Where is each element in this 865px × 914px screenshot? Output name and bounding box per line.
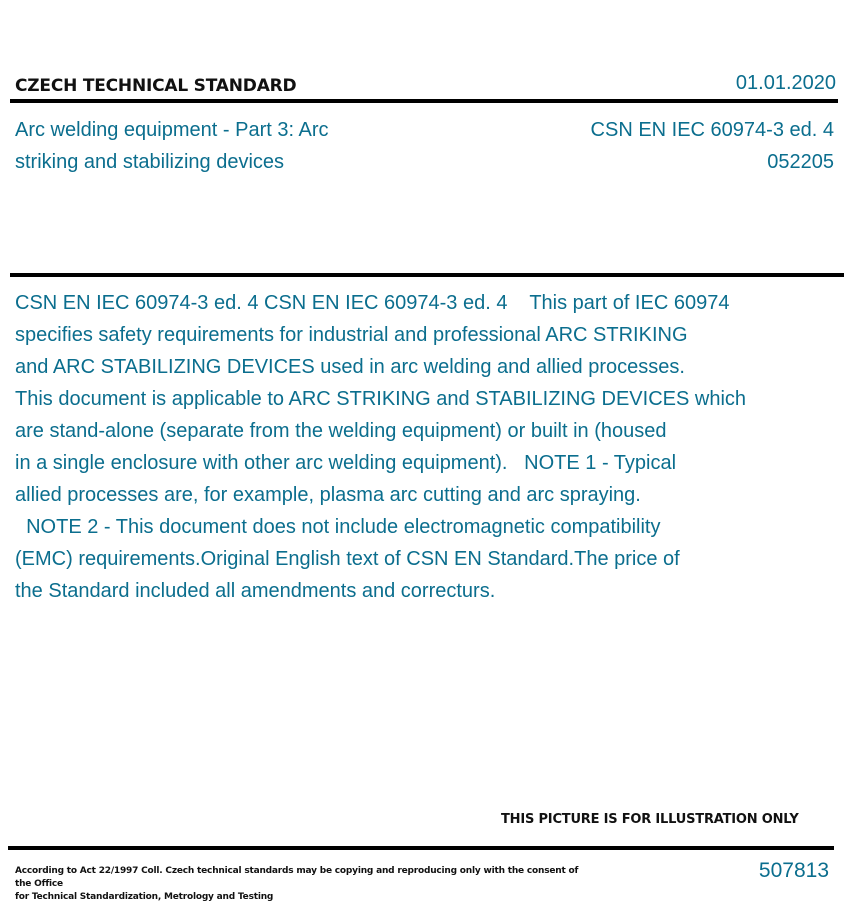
standard-type-title: CZECH TECHNICAL STANDARD [15,76,297,96]
abstract-line: NOTE 2 - This document does not include electromagnetic compatibility [15,516,661,538]
document-identifiers [591,114,834,178]
classification-number: 052205 [767,151,834,173]
abstract-line: specifies safety requirements for industrial and professional ARC STRIKING [15,324,688,346]
header-divider [10,99,838,103]
document-title [15,114,435,178]
abstract-line: are stand-alone (separate from the welding equipment) or built in (housed [15,420,667,442]
legal-notice-line: for Technical Standardization, Metrology and Testing [15,892,274,902]
illustration-disclaimer: THIS PICTURE IS FOR ILLUSTRATION ONLY [501,812,799,827]
document-title-line: striking and stabilizing devices [15,151,285,173]
abstract-line: in a single enclosure with other arc welding equipment). NOTE 1 - Typical [15,452,677,474]
title-divider [10,273,844,277]
document-title-line: Arc welding equipment - Part 3: Arc [15,119,329,141]
abstract-line: (EMC) requirements.Original English text of CSN EN Standard.The price of [15,548,680,570]
footer-divider [8,846,834,850]
abstract-line: This document is applicable to ARC STRIKING and STABILIZING DEVICES which [15,388,747,410]
catalog-number: 507813 [758,859,829,882]
legal-notice [15,865,595,904]
standard-code: CSN EN IEC 60974-3 ed. 4 [590,119,834,141]
abstract-line: CSN EN IEC 60974-3 ed. 4 CSN EN IEC 60974-3 ed. 4 This part of IEC 60974 [15,292,730,314]
abstract-line: the Standard included all amendments and correcturs. [15,580,496,602]
abstract-text [15,287,815,607]
abstract-line: allied processes are, for example, plasma arc cutting and arc spraying. [15,484,641,506]
abstract-line: and ARC STABILIZING DEVICES used in arc welding and allied processes. [15,356,685,378]
publication-date: 01.01.2020 [735,72,836,94]
legal-notice-line: According to Act 22/1997 Coll. Czech technical standards may be copying and reproducing only with the consent of the Office [15,866,579,889]
